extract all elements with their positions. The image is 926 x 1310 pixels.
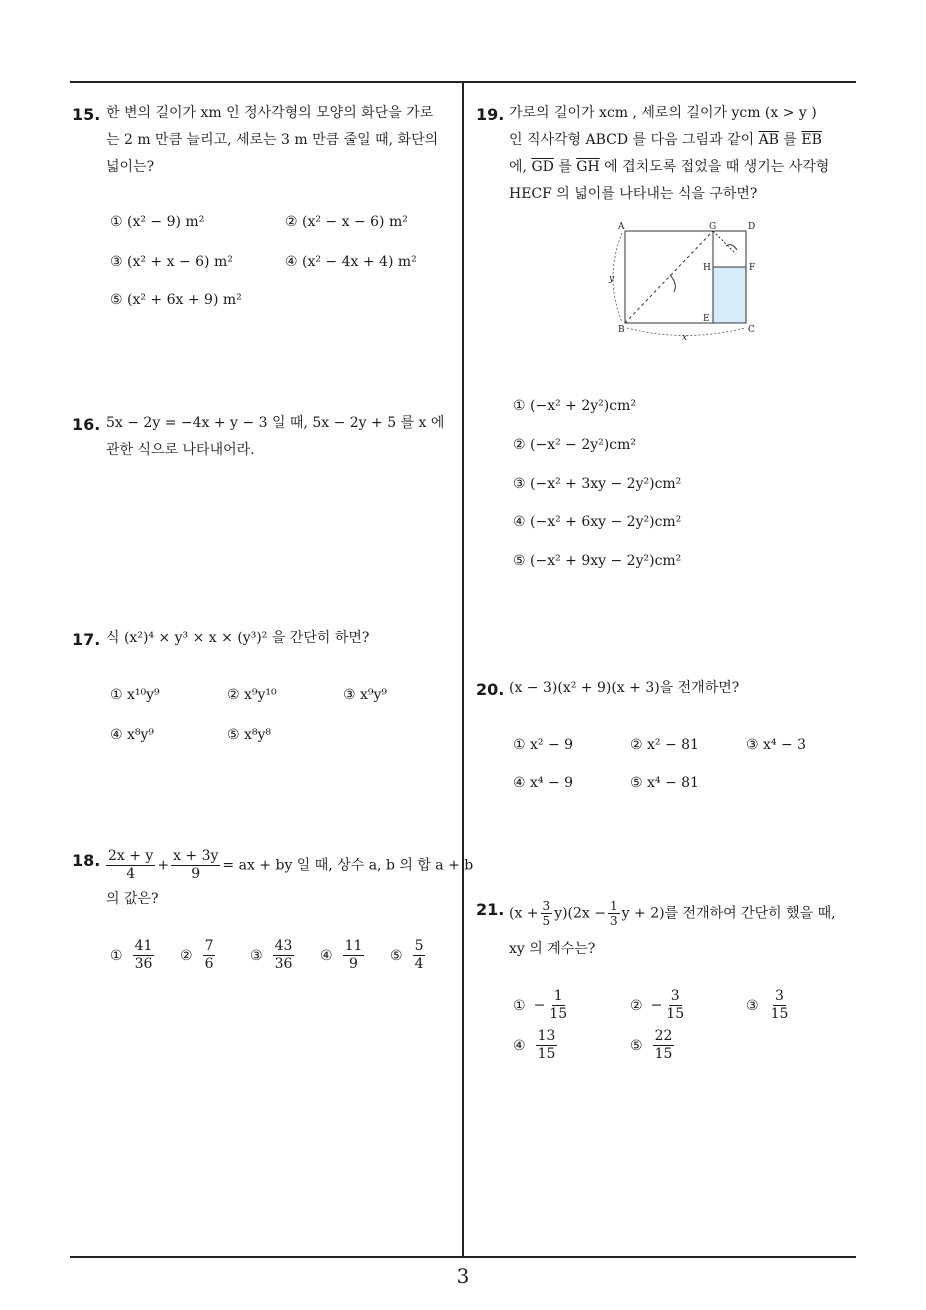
fraction-numerator: 13 <box>537 1028 556 1044</box>
answer-option[interactable] <box>110 938 156 973</box>
label-a: A <box>618 222 625 232</box>
fraction <box>608 899 620 928</box>
shaded-rectangle-hecf <box>713 267 746 323</box>
fraction <box>343 938 365 973</box>
fraction-denominator: 15 <box>770 1006 789 1022</box>
answer-option[interactable]: ① (x² − 9) m² <box>110 214 205 230</box>
answer-option[interactable] <box>513 1028 559 1063</box>
question-number: 20. <box>476 680 505 699</box>
question-number: 21. <box>476 900 505 919</box>
label-y: y <box>609 274 615 284</box>
fraction <box>664 988 686 1023</box>
answer-option[interactable]: ④ (x² − 4x + 4) m² <box>285 254 417 270</box>
answer-option[interactable]: ① (−x² + 2y²)cm² <box>513 398 636 414</box>
fraction <box>541 899 553 928</box>
question-text-line: 의 값은? <box>106 891 159 907</box>
question-text-line: xy 의 계수는? <box>509 941 596 957</box>
fold-line-g <box>713 231 736 254</box>
text-fragment: y)(2x − <box>554 905 607 922</box>
text-fragment: (x + <box>509 905 539 922</box>
segment-ab: $\overline{AB}$ <box>758 132 779 148</box>
option-marker: ③ <box>746 997 759 1014</box>
fraction-denominator: 15 <box>537 1046 556 1062</box>
question-text-line: 한 변의 길이가 xm 인 정사각형의 모양의 화단을 가로 <box>106 105 434 121</box>
text-fragment: 에 겹치도록 접었을 때 생기는 사각형 <box>604 159 830 175</box>
page-number: 3 <box>456 1264 470 1288</box>
fraction-numerator: 11 <box>344 938 363 954</box>
fraction <box>413 938 426 973</box>
option-marker: ① <box>110 947 123 964</box>
label-c: C <box>748 325 755 335</box>
answer-option[interactable]: ② (−x² − 2y²)cm² <box>513 437 636 453</box>
fraction-numerator: 1 <box>610 899 618 913</box>
answer-option[interactable]: ④ x⁴ − 9 <box>513 775 574 791</box>
fraction-numerator: 3 <box>670 988 680 1004</box>
text-fragment: 에, <box>509 159 527 175</box>
fraction <box>171 848 220 883</box>
question-text-line <box>509 127 822 154</box>
column-divider <box>462 81 464 1258</box>
fraction-numerator: 5 <box>414 938 424 954</box>
answer-option[interactable] <box>320 938 366 973</box>
dimension-y <box>613 233 622 322</box>
answer-option[interactable]: ③ (−x² + 3xy − 2y²)cm² <box>513 476 682 492</box>
fraction-numerator: 43 <box>274 938 293 954</box>
fraction-numerator: 1 <box>553 988 563 1004</box>
answer-option[interactable] <box>180 938 217 973</box>
fraction-denominator: 9 <box>349 956 358 972</box>
label-x: x <box>682 333 688 343</box>
question-text-line: 5x − 2y = −4x + y − 3 일 때, 5x − 2y + 5 를 x 에 <box>106 415 445 431</box>
question-number: 19. <box>476 105 505 124</box>
text-fragment: 를 <box>558 159 572 175</box>
fraction-numerator: 41 <box>134 938 153 954</box>
option-marker: ④ <box>320 947 333 964</box>
option-marker: ⑤ <box>390 947 403 964</box>
option-marker: ① <box>513 997 526 1014</box>
fraction-numerator: 3 <box>775 988 784 1004</box>
question-number: 16. <box>72 415 101 434</box>
answer-option[interactable]: ⑤ (x² + 6x + 9) m² <box>110 292 242 308</box>
question-text-line: 관한 식으로 나타내어라. <box>106 442 255 458</box>
segment-gh: $\overline{GH}$ <box>576 159 600 175</box>
option-marker: ③ <box>250 947 263 964</box>
text-fragment: y + 2)를 전개하여 간단히 했을 때, <box>621 905 836 922</box>
answer-option[interactable]: ③ x⁹y⁹ <box>343 687 388 703</box>
label-b: B <box>618 325 625 335</box>
fraction-denominator: 36 <box>274 956 293 972</box>
fraction <box>547 988 569 1023</box>
question-text-line: 는 2 m 만큼 늘리고, 세로는 3 m 만큼 줄일 때, 화단의 <box>106 132 439 148</box>
fraction-numerator: 2x + y <box>108 848 154 864</box>
label-d: D <box>748 222 756 232</box>
fraction <box>653 1028 675 1063</box>
label-e: E <box>703 314 710 324</box>
fraction-denominator: 15 <box>666 1006 685 1022</box>
answer-option[interactable]: ⑤ x⁴ − 81 <box>630 775 699 791</box>
question-number: 17. <box>72 630 101 649</box>
answer-option[interactable] <box>390 938 427 973</box>
segment-gd: $\overline{GD}$ <box>531 159 554 175</box>
option-marker: ④ <box>513 1037 526 1054</box>
answer-option[interactable]: ④ x⁸y⁹ <box>110 727 155 743</box>
answer-option[interactable] <box>630 1028 676 1063</box>
label-h: H <box>703 263 711 273</box>
answer-option[interactable]: ② x⁹y¹⁰ <box>227 687 277 703</box>
option-marker: ⑤ <box>630 1037 643 1054</box>
option-sign: − <box>650 997 663 1014</box>
question-text-line: HECF 의 넓이를 나타내는 식을 구하면? <box>509 186 758 202</box>
question-number: 15. <box>72 105 101 124</box>
answer-option[interactable]: ⑤ x⁸y⁸ <box>227 727 272 743</box>
fraction <box>273 938 295 973</box>
question-text-line: 식 (x²)⁴ × y³ × x × (y³)² 을 간단히 하면? <box>106 630 370 646</box>
fraction-denominator: 4 <box>414 956 424 972</box>
folded-rectangle-figure <box>600 218 770 343</box>
fraction-denominator: 4 <box>126 866 136 882</box>
fraction <box>133 938 155 973</box>
answer-option[interactable] <box>630 988 688 1023</box>
answer-option[interactable]: ⑤ (−x² + 9xy − 2y²)cm² <box>513 553 682 569</box>
fold-line-bg <box>625 231 713 323</box>
question-number: 18. <box>72 851 101 870</box>
fraction <box>106 848 155 883</box>
fraction <box>203 938 216 973</box>
fraction-denominator: 9 <box>191 866 201 882</box>
question-text-line: (x − 3)(x² + 9)(x + 3)을 전개하면? <box>509 680 740 696</box>
question-text-line <box>509 899 836 928</box>
equation-text: = ax + by 일 때, 상수 a, b 의 합 a + b <box>222 857 474 874</box>
plus-sign: + <box>157 857 170 874</box>
question-text-line: 가로의 길이가 xcm , 세로의 길이가 ycm (x > y ) <box>509 105 817 121</box>
option-marker: ② <box>180 947 193 964</box>
option-marker: ② <box>630 997 643 1014</box>
answer-option[interactable]: ① x¹⁰y⁹ <box>110 687 160 703</box>
label-f: F <box>749 263 756 273</box>
fraction-denominator: 5 <box>542 914 551 928</box>
fraction-denominator: 15 <box>549 1006 568 1022</box>
answer-option[interactable]: ③ x⁴ − 3 <box>746 737 807 753</box>
answer-option[interactable] <box>250 938 296 973</box>
answer-option[interactable]: ② (x² − x − 6) m² <box>285 214 408 230</box>
fraction-denominator: 36 <box>134 956 153 972</box>
answer-option[interactable]: ④ (−x² + 6xy − 2y²)cm² <box>513 514 682 530</box>
label-g: G <box>709 222 717 232</box>
answer-option[interactable] <box>513 988 571 1023</box>
question-text-line <box>104 848 473 883</box>
fraction-numerator: 7 <box>204 938 214 954</box>
answer-option[interactable]: ③ (x² + x − 6) m² <box>110 254 233 270</box>
fraction-numerator: x + 3y <box>173 848 219 864</box>
option-sign: − <box>533 997 546 1014</box>
fraction-numerator: 22 <box>654 1028 673 1044</box>
fraction-denominator: 15 <box>654 1046 673 1062</box>
angle-arc <box>670 275 675 292</box>
question-text-line: 넓이는? <box>106 159 155 175</box>
text-fragment: 를 <box>783 132 797 148</box>
fraction <box>536 1028 558 1063</box>
fraction <box>769 988 791 1023</box>
fraction-numerator: 3 <box>542 899 551 913</box>
answer-option[interactable] <box>746 988 792 1023</box>
segment-eb: $\overline{EB}$ <box>801 132 822 148</box>
text-fragment: 인 직사각형 ABCD 를 다음 그림과 같이 <box>509 132 755 148</box>
fraction-denominator: 6 <box>204 956 214 972</box>
fraction-denominator: 3 <box>610 914 618 928</box>
answer-option[interactable]: ② x² − 81 <box>630 737 699 753</box>
answer-option[interactable]: ① x² − 9 <box>513 737 574 753</box>
question-text-line <box>509 154 829 181</box>
